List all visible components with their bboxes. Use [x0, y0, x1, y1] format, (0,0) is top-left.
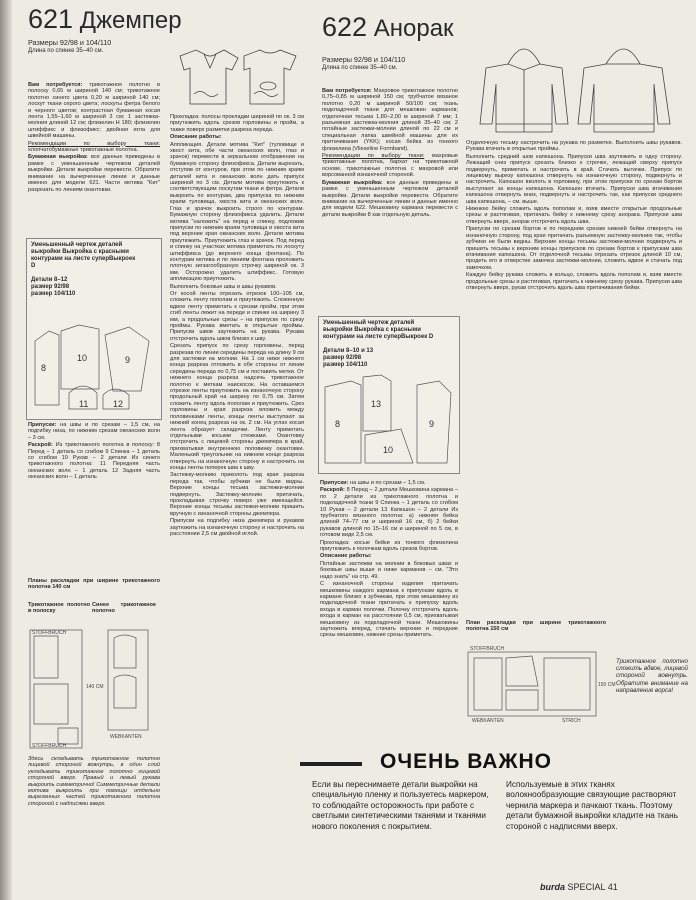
work-step-pockets: С изнаночной стороны изделия притачать мешковины каждого кармана к припускам вдоль в кармане близко к зубчикам, при этом мешковину из подкладочной ткани притачать к припуску вдоль входа в карман полочки. Полочку отстрочить вдоль входа в карман на расстоянии 0,5 см, прихватывая мешковину из подкладочной ткани. Мешковины заутюжить вперед, стачать верхние и передние срезы мешковин, нижние срезы приметать. [320, 581, 458, 639]
allowance-heading: Припуски: [28, 422, 57, 428]
page-number: 41 [607, 882, 618, 892]
svg-text:10: 10 [77, 353, 88, 363]
svg-text:13: 13 [371, 399, 382, 409]
sizes-text: Размеры 92/98 и 104/110 [322, 55, 406, 64]
important-text-left: Если вы переснимаете детали выкройки на специальную пленку и пользуетесь маркером, то соблюдайте осторожность при работе с светлыми синтетическими тканями и тканями нового поколения с покрытием. [312, 780, 489, 831]
pattern-box-title: Уменьшенный чертеж деталей выкройки Выкройка с красными контурами на листе суперВыкроек D [31, 242, 136, 269]
materials-text: трикотажное полотно в полоску 0,65 м шириной 140 см; трикотажное полотно синего цвета 0,20 м шириной 140 см; лоскут ткани серого цвета; лоскуты фетра белого и черного цветов; контрастная бумажная косая лента 1,55–1,60 м шириной 3 см; 1 застежка-молния длиной 12 см; флизелин Н 180; флизелин штиффикс и флизофикс; двойная игла для швейной машины. [28, 82, 160, 140]
length-text: Длина по спинке 35–40 см. [322, 65, 398, 71]
layout-b-label [92, 602, 156, 624]
pattern-box-size2: размер 104/110 [323, 362, 368, 368]
model-622-col2 [466, 140, 682, 614]
work-step-hem-band: Нижнюю бейку сложить вдоль пополам и, взяв вместе открытые продольные срезы и растягивая, притачать бейку к нижнему срезу анорака. Припуски шва отвернуть вверх, анорак отстрочить вдоль шва. [466, 206, 682, 225]
important-block [300, 736, 696, 900]
important-text-right: Используемые в этих тканях волокнообразующие связующие растворяют чернила маркера и пачкают ткань. Поэтому детали бумажной выкройки кладите на ткань стороной с надписями вверх. [506, 780, 678, 831]
pattern-box-size1: размер 92/98 [323, 355, 362, 361]
fabric-rec-heading: Рекомендации по выбору ткани: [322, 153, 425, 160]
svg-text:12: 12 [113, 399, 124, 409]
model-622-pattern-box [318, 316, 460, 474]
svg-text:8: 8 [335, 419, 341, 429]
svg-text:11: 11 [79, 399, 89, 409]
work-step-armholes: От косой ленты отрезать отрезок 100–105 см, сложить ленту пополам и приутюжить. Сложенную вдвое ленту приметать к срезам пройм, при этом сгиб ленты лежит на переде и спинке на ширину 3 мм, а продольные срезы – на припуске по срезу проймы. Рукава вметать в открытые проймы. Припуски швов заутюжить на рукава. Рукава отстрочить вдоль швов близко к шву. [170, 290, 304, 342]
layout-a-label [28, 602, 90, 624]
model-621-col2 [170, 114, 304, 820]
svg-text:9: 9 [429, 419, 435, 429]
model-622-cutting [320, 480, 458, 722]
edge-label: WEBKANTEN [472, 718, 504, 724]
work-step-applique: Аппликация. Детали мотива "Кит" (туловище и хвост кита, обе части океанских волн, глаз и зрачок) перевести в зеркальном отображении на бумажную сторону флизофикса. Детали вырезать, отступив от контуров, при этом по нижним краям деталей кита и океанских волн дать припуск шириной по 3 см. Детали мотива приутюжить к соответствующим лоскутам ткани и фетра. Детали выкроить по контурам, два припуска по нижним краям туловища, хвоста кита и океанских волн. Глаз и зрачок выкроить строго по контурам. Бумажную сторону флизофикса удалить. Детали мотива "наложить" на перед и спинку, подложив припуски по нижним краям туловища и хвоста кита под верхние края океанских волн. Детали мотива приутюжить. Приутюжить глаз и зрачок. Под перед и спинку на участках мотива приметать по лоскуту штиффикса (до верхнего конца фонтана). По контурам мотива и по линиям фонтана проложить плотную зигзагообразную строчку шириной ок. 3 мм. Осторожно удалить штиффикс. Готовую аппликацию приутюжить. [170, 141, 304, 283]
layout-heading: План раскладки при ширине трикотажного полотна 150 см [466, 620, 606, 633]
layout-a-text: Трикотажное полотно в полоску [28, 602, 90, 615]
pattern-box-details: Детали 8–10 и 13 [323, 348, 374, 354]
layout-note-text: Здесь складывать трикотажное полотно лицевой стороной вовнутрь, в один слой укладывать трикотажное полотно лицевой стороной вверх. Правый и левый рукава выкроить симметрично! Симметричные детали мотива выкроить при помощи отдельно вырезанных частей трикотажного полотна стороной с надписями вверх. [28, 756, 160, 807]
work-step-hood: Выполнить средний шов капюшона. Припуски шва заутюжить в одну сторону. Лежащий сниз припуск срезать близко к строчке, лежащий сверху припуск подвернуть, приметать и настрочить в край. Стачать вытачки. Припуск по лицевому вырезу капюшона отвернуть на изнаночную сторону, подвернуть и настрочить. Капюшон вколоть в горловину, при этом припуски по срезам бортов выступают за концы капюшона. Капюшон втачать. Припуски шва втачивания капюшона отвернуть вниз, подвернуть и настрочить так, как припуски среднего шва капюшона, – см. выше. [466, 153, 682, 205]
pattern-heading: Бумажная выкройка: [28, 154, 88, 161]
brand-name: burda [540, 882, 566, 892]
model-621-sizes [28, 39, 111, 55]
pattern-heading: Бумажная выкройка: [322, 179, 383, 186]
model-621-col1 [28, 82, 160, 234]
model-622-layout-heading [466, 620, 606, 644]
model-name: Анорак [373, 15, 454, 42]
layout-plan-622 [466, 646, 616, 724]
model-622-col1 [322, 88, 458, 270]
work-step-sleeves: Отделочную тесьму настрочить на рукава по разметке. Выполнить швы рукавов. Рукава втачать в открытые проймы. [466, 140, 682, 153]
model-622-sizes [322, 56, 405, 72]
page-gutter-shadow [0, 0, 12, 900]
fold-label: STOFFBRUCH [32, 630, 67, 636]
svg-text:10: 10 [383, 445, 394, 455]
layout-heading: Планы раскладки при ширине трикотажного полотна 140 см [28, 578, 160, 591]
model-name: Джемпер [79, 7, 182, 34]
layout-b-text: Синее трикотажное полотно [92, 602, 156, 615]
interfacing-text: Прокладка: полосы прокладки шириной по ок. 3 см приутюжить вдоль срезов горловины и пройм, а также поверх разметки разреза переда. [170, 114, 304, 133]
pattern-box-details: Детали 8–12 [31, 277, 68, 283]
cutting-text: Из трикотажного полотна в полоску: 8 Перед – 1 деталь со сгибом 9 Спинка – 1 деталь со сгибом 10 Рукав – 2 детали Из синего трикотажного полотна: 11 Передняя часть океанских волн – 1 деталь 12 Задняя часть океанских волн – 1 деталь [28, 442, 160, 481]
model-621-cutting [28, 422, 160, 542]
allowance-heading: Припуски: [320, 480, 349, 486]
work-step-neckline: Срезать припуск по срезу горловины, перед разрезав по линии середины переда на длину 9 см для застежки на молнии. На 1 см ниже нижнего конца разреза отложить в обе стороны от линии середины переда по 0,75 см и поставить метки. От нижнего конца разреза надсечь трикотажное полотно к меткам наискосок. На оставшемся отрезке ленты приутюжить на изнаночную сторону продольный край на ширину по 0,75 см. Затем сложить ленту вдоль пополам и приутюжить. Срез горловины и края разреза вложить между половинками ленты, концы ленты выступают за нижний конец разреза на ок. 2 см. На углах косая лента образует складочки. Ленту приметать отдельными косыми стежками. Окантовку отстрочить с лицевой стороны джемпера в край, прихватывая внутреннюю половинку окантовки. Маленький треугольник на нижнем конце разреза отвернуть на изнаночную сторону и настрочить на концы ленты поперек шва к шву. [170, 343, 304, 471]
fold-label: STOFFBRUCH [470, 646, 505, 652]
layout-note-text: Трикотажное полотно сложить вдвое, лицевой стороной вовнутрь. Обратите внимание на направление ворса! [616, 658, 688, 694]
cutting-text: 8 Перед – 2 детали Мешковина кармана – по 2 детали из трикотажного полотна и подкладочной ткани 9 Спинка – 1 деталь со сгибом 10 Рукав – 2 детали 13 Капюшон – 2 детали Из трубчатого вязаного полотна: а) нижняя бейка длиной 74–77 см и шириной 16 см, б) 2 бейки рукавов длиной по 15–16 см и шириной по 5 см, в готовом виде 2,5 см. [320, 487, 458, 539]
work-step-zipper: Застежку-молнию приколоть под края разреза переда так, чтобы зубчики не были видны. Верхние концы тесьма застежки-молнии подвернуть. Застежку-молнию притачать, прокладывая строчку поверх уже имеющейся. Верхние концы тесьмы застежки-молнии пришить вручную с изнаночной стороны джемпера. [170, 472, 304, 517]
model-622-title [322, 14, 454, 42]
materials-heading: Вам потребуется: [28, 82, 83, 88]
svg-text:9: 9 [125, 355, 131, 365]
important-title: ОЧЕНЬ ВАЖНО [380, 750, 552, 773]
pattern-box-size2: размер 104/110 [31, 291, 76, 297]
width-label: 140 CM [86, 684, 104, 690]
fold-label-bottom: STOFFBRUCH [32, 743, 67, 749]
work-step-side-zippers: Потайные застежки на молнии в боковых швах и боковые швы выше и ниже карманов – см. "Это надо знать" на стр. 49. [320, 560, 458, 580]
fabric-rec-heading: Рекомендации по выбору ткани: [28, 140, 160, 147]
width-label: 150 CM [598, 682, 616, 688]
length-text: Длина по спинке 35–40 см. [28, 48, 104, 54]
important-bar [300, 762, 362, 766]
model-number: 622 [322, 12, 368, 42]
model-621-title [28, 6, 182, 34]
pattern-text: все данные приведены в рамке с уменьшенным чертежом деталей выкройки. Детали выкройки перевести. Обратите внимание на вычерченные линии и данные именно для модели 621. Части мотива "Кит" разрезать по линиям окантовки. [28, 154, 160, 193]
sizes-text: Размеры 92/98 и 104/110 [28, 38, 112, 47]
model-621-layout-note [28, 756, 160, 868]
fabric-rec-text: хлопчатобумажные трикотажные полотна. [28, 147, 139, 154]
model-621-pattern-box [26, 238, 162, 420]
edge-label: WEBKANTEN [110, 734, 142, 740]
materials-text: Махровое трикотажное полотно 0,75–0,85 м шириной 150 см; трубчатое вязаное полотно 0,20 м шириной 50/100 см; ткань подкладочной ткани для мешковин карманов; отделочная тесьма 1,80–2,00 м шириной 7 мм; 1 разъемная застежка-молния длиной 35–40 см; 2 потайные застежки-молнии длиной по 22 см и специальная лапка швейной машины для их притачивания (YKK); косая бейка из тонкого флизелина (Vlieseline Formband). [322, 88, 458, 152]
work-step-cuffs: Каждую бейку рукава сложить в кольцо, сложить вдоль пополам и, взяв вместе продольные срезы и растягивая, притачать к нижнему срезу рукава. Припуски шва отвернуть вверх, рукав отстрочить вдоль шва притачивания бейки. [466, 272, 682, 291]
materials-heading: Вам потребуется: [322, 88, 372, 94]
pattern-pieces-622 [321, 371, 455, 469]
pattern-text: все данные приведены в рамке с уменьшенным чертежом деталей выкройки. Детали выкройки перевести. Обратите внимание на вычерченные линии и данные именно для модели 622. Мешковину кармана перевести с детали выкройки 8 как отдельную деталь. [322, 179, 458, 218]
allowance-text: на швы и по срезам – 1,5 см. [350, 480, 426, 486]
jumper-sketch [170, 44, 310, 108]
work-heading: Описание работы: [170, 134, 222, 141]
work-step-hem: Припуски на подгибку низа джемпера и рукавов заутюжить на изнаночную сторону и настрочить на расстоянии 2,5 см двойной иглой. [170, 518, 304, 537]
model-622-layout-note [616, 658, 688, 728]
interfacing-text: Прокладка: косые бейки из тонкого флизелина приутюжить к полочкам вдоль срезов бортов. [320, 539, 458, 553]
fabric-rec-text: махровые трикотажные полотна, бархат на трикотажной основе, трикотажные полотна с махровой или ворсованной изнаночной стороной. [322, 153, 458, 179]
grain-label: STRICH [562, 718, 581, 724]
pattern-box-size1: размер 92/98 [31, 284, 70, 290]
page-footer [540, 882, 618, 892]
work-step-front-zipper: Припуски по срезам бортов и по передним срезам нижней бейки отвернуть на изнаночную сторону, под края притачать разъемную застежку-молнию так, чтобы зубчики не были видны. Верхние концы тесьмы застежки-молнии подвернуть и пришить тесьмы к верхним концы припусков по срезам бортов к припускам шва втачивания капюшона. От отделочной тесьмы отрезать отрезок длиной 10 см, продеть его в отверстие замочка застежки-молнии, сложить вдвое и стачать под замочком. [466, 226, 682, 271]
model-number: 621 [28, 4, 74, 34]
work-heading: Описание работы: [320, 553, 372, 560]
svg-text:8: 8 [41, 363, 47, 373]
special-label: SPECIAL [567, 882, 606, 892]
pattern-pieces-621 [29, 301, 157, 415]
layout-plans-621 [28, 628, 160, 752]
anorak-sketch [478, 34, 678, 138]
cutting-heading: Раскрой: [320, 487, 345, 494]
cutting-heading: Раскрой: [28, 442, 53, 449]
pattern-box-title: Уменьшенный чертеж деталей выкройки Выкройка с красными контурами на листе суперВыкроек D [323, 320, 434, 340]
work-step-side-seams: Выполнить боковые швы и швы рукавов. [170, 283, 277, 290]
allowance-text: на швы и по срезам – 1,5 см, на подгибку низа, по нижним срезам океанских волн – 3 см. [28, 422, 160, 441]
